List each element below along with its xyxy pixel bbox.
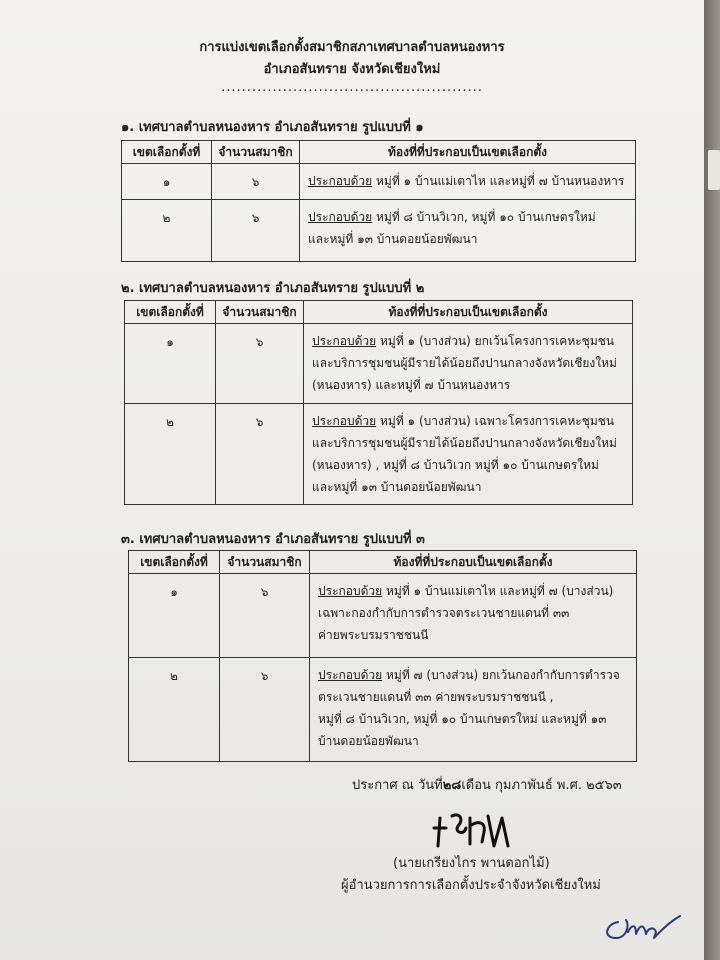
prefix-label: ประกอบด้วย: [308, 210, 373, 224]
prefix-label: ประกอบด้วย: [318, 584, 383, 598]
signer-name: (นายเกรียงไกร พานดอกไม้): [393, 856, 550, 871]
desk-tab: [708, 150, 720, 190]
area-line: หมู่ที่ ๑ บ้านแม่เตาไห และหมู่ที่ ๗ บ้านหนองหาร: [376, 174, 625, 188]
area-line: และหมู่ที่ ๑๓ บ้านดอยน้อยพัฒนา: [308, 232, 478, 246]
area-description: [310, 658, 637, 762]
prefix-label: ประกอบด้วย: [318, 668, 383, 682]
area-line: หมู่ที่ ๗ (บางส่วน) ยกเว้นกองกำกับการตำรวจ: [386, 668, 620, 682]
section-2-title: ๒. เทศบาลตำบลหนองหาร อำเภอสันทราย รูปแบบที่ ๒: [121, 281, 425, 296]
document-title-line1: การแบ่งเขตเลือกตั้งสมาชิกสภาเทศบาลตำบลหนองหาร: [199, 40, 505, 55]
area-line: ตระเวนชายแดนที่ ๓๓ ค่ายพระบรมราชชนนี ,: [318, 690, 554, 704]
area-line: บ้านดอยน้อยพัฒนา: [318, 734, 419, 748]
table-row: [122, 164, 636, 200]
member-count: ๖: [212, 164, 300, 200]
desk-edge: [704, 0, 720, 960]
area-description: [304, 324, 633, 404]
district-number: ๑: [129, 574, 220, 658]
col-header-members: จำนวนสมาชิก: [216, 301, 304, 324]
area-line: ค่ายพระบรมราชชนนี: [318, 628, 429, 642]
announce-suffix: เดือน กุมภาพันธ์ พ.ศ. ๒๕๖๓: [461, 778, 622, 793]
area-line: (หนองหาร) , หมู่ที่ ๘ บ้านวิเวก หมู่ที่ ๑๐ บ้านเกษตรใหม่: [312, 458, 599, 472]
area-line: และหมู่ที่ ๑๓ บ้านดอยน้อยพัฒนา: [312, 480, 482, 494]
signer-position: ผู้อำนวยการการเลือกตั้งประจำจังหวัดเชียงใหม่: [341, 878, 601, 893]
table-row: [129, 658, 637, 762]
area-line: เฉพาะกองกำกับการตำรวจตระเวนชายแดนที่ ๓๓: [318, 606, 570, 620]
prefix-label: ประกอบด้วย: [308, 174, 373, 188]
title-separator: ...................................................: [221, 80, 483, 95]
col-header-district: เขตเลือกตั้งที่: [122, 141, 212, 164]
member-count: ๖: [212, 200, 300, 262]
area-line: หมู่ที่ ๘ บ้านวิเวก, หมู่ที่ ๑๐ บ้านเกษตรใหม่: [376, 210, 596, 224]
section-3-table: [128, 550, 637, 762]
table-row: [125, 404, 633, 505]
table-row: [125, 324, 633, 404]
area-line: หมู่ที่ ๘ บ้านวิเวก, หมู่ที่ ๑๐ บ้านเกษตรใหม่ และหมู่ที่ ๑๓: [318, 712, 607, 726]
area-line: (หนองหาร) และหมู่ที่ ๗ บ้านหนองหาร: [312, 378, 511, 392]
area-description: [310, 574, 637, 658]
member-count: ๖: [220, 658, 310, 762]
member-count: ๖: [216, 404, 304, 505]
district-number: ๒: [129, 658, 220, 762]
table-row: [122, 200, 636, 262]
area-line: และบริการชุมชนผู้มีรายได้น้อยถึงปานกลางจังหวัดเชียงใหม่: [312, 356, 617, 370]
col-header-district: เขตเลือกตั้งที่: [125, 301, 216, 324]
section-1-title: ๑. เทศบาลตำบลหนองหาร อำเภอสันทราย รูปแบบที่ ๑: [121, 120, 424, 135]
area-description: [304, 404, 633, 505]
col-header-district: เขตเลือกตั้งที่: [129, 551, 220, 574]
area-line: หมู่ที่ ๑ (บางส่วน) ยกเว้นโครงการเคหะชุมชน: [380, 334, 615, 348]
prefix-label: ประกอบด้วย: [312, 414, 377, 428]
announce-prefix: ประกาศ ณ วันที่: [352, 778, 443, 793]
announce-day: ๒๘: [442, 778, 462, 793]
col-header-area: ท้องที่ที่ประกอบเป็นเขตเลือกตั้ง: [310, 551, 637, 574]
initials-icon: [596, 904, 686, 944]
area-line: หมู่ที่ ๑ (บางส่วน) เฉพาะโครงการเคหะชุมชน: [380, 414, 615, 428]
announcement-date: [352, 774, 622, 795]
section-2-table: [124, 300, 633, 505]
district-number: ๒: [122, 200, 212, 262]
col-header-area: ท้องที่ที่ประกอบเป็นเขตเลือกตั้ง: [300, 141, 636, 164]
area-description: [300, 164, 636, 200]
member-count: ๖: [216, 324, 304, 404]
area-line: และบริการชุมชนผู้มีรายได้น้อยถึงปานกลางจังหวัดเชียงใหม่: [312, 436, 617, 450]
prefix-label: ประกอบด้วย: [312, 334, 377, 348]
section-3-title: ๓. เทศบาลตำบลหนองหาร อำเภอสันทราย รูปแบบที่ ๓: [121, 532, 425, 547]
district-number: ๒: [125, 404, 216, 505]
member-count: ๖: [220, 574, 310, 658]
area-line: หมู่ที่ ๑ บ้านแม่เตาไห และหมู่ที่ ๗ (บางส่วน): [386, 584, 614, 598]
col-header-members: จำนวนสมาชิก: [212, 141, 300, 164]
col-header-members: จำนวนสมาชิก: [220, 551, 310, 574]
signature-icon: [430, 806, 520, 852]
table-row: [129, 574, 637, 658]
area-description: [300, 200, 636, 262]
district-number: ๑: [125, 324, 216, 404]
col-header-area: ท้องที่ที่ประกอบเป็นเขตเลือกตั้ง: [304, 301, 633, 324]
section-1-table: [121, 140, 636, 262]
document-title-line2: อำเภอสันทราย จังหวัดเชียงใหม่: [263, 62, 441, 77]
district-number: ๑: [122, 164, 212, 200]
